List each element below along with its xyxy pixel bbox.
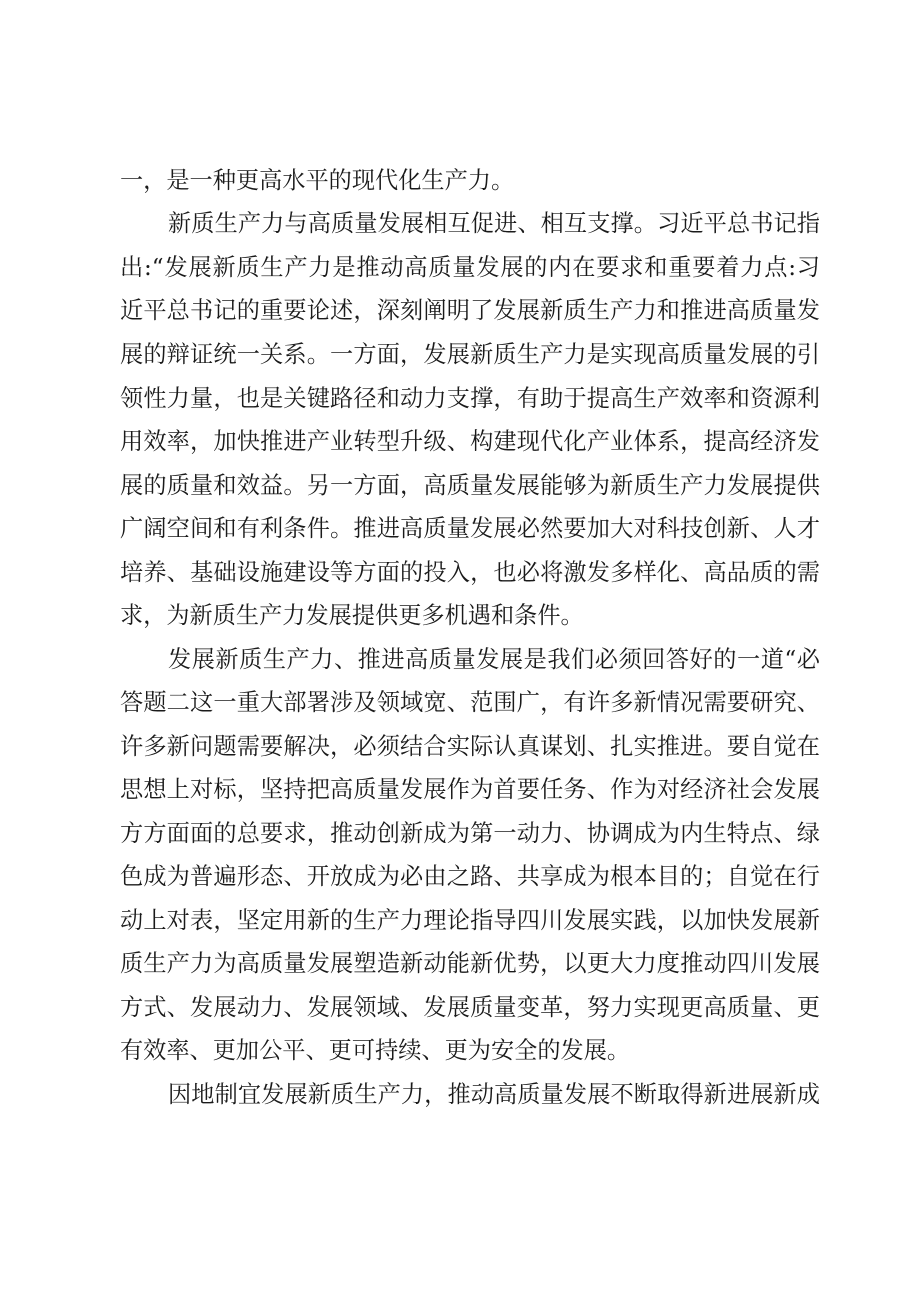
text-line: 近平总书记的重要论述，深刻阐明了发展新质生产力和推进高质量发: [120, 297, 820, 324]
text-line: 用效率，加快推进产业转型升级、构建现代化产业体系，提高经济发: [120, 428, 820, 455]
text-line: 求，为新质生产力发展提供更多机遇和条件。: [120, 602, 584, 629]
text-line: 方方面面的总要求，推动创新成为第一动力、协调成为内生特点、绿: [120, 820, 820, 847]
text-line: 答题二这一重大部署涉及领域宽、范围广，有许多新情况需要研究、: [120, 689, 820, 716]
text-line: 色成为普遍形态、开放成为必由之路、共享成为根本目的；自觉在行: [120, 863, 820, 890]
text-line: 广阔空间和有利条件。推进高质量发展必然要加大对科技创新、人才: [120, 515, 820, 542]
text-line: 方式、发展动力、发展领域、发展质量变革，努力实现更高质量、更: [120, 994, 820, 1021]
text-line: 一，是一种更高水平的现代化生产力。: [120, 167, 515, 194]
text-line: 出:“发展新质生产力是推动高质量发展的内在要求和重要着力点:习: [120, 254, 820, 281]
paragraph-first-line: 发展新质生产力、推进高质量发展是我们必须回答好的一道“必: [168, 646, 820, 673]
text-line: 思想上对标，坚持把高质量发展作为首要任务、作为对经济社会发展: [120, 776, 820, 803]
paragraph-first-line: 因地制宜发展新质生产力，推动高质量发展不断取得新进展新成: [168, 1081, 820, 1108]
text-line: 展的辩证统一关系。一方面，发展新质生产力是实现高质量发展的引: [120, 341, 820, 368]
text-line: 有效率、更加公平、更可持续、更为安全的发展。: [120, 1037, 631, 1064]
text-line: 展的质量和效益。另一方面，高质量发展能够为新质生产力发展提供: [120, 472, 820, 499]
text-line: 动上对表，坚定用新的生产力理论指导四川发展实践，以加快发展新: [120, 907, 820, 934]
paragraph-first-line: 新质生产力与高质量发展相互促进、相互支撑。习近平总书记指: [168, 210, 820, 237]
text-line: 质生产力为高质量发展塑造新动能新优势，以更大力度推动四川发展: [120, 950, 820, 977]
text-line: 许多新问题需要解决，必须结合实际认真谋划、扎实推进。要自觉在: [120, 733, 820, 760]
text-line: 领性力量，也是关键路径和动力支撑，有助于提高生产效率和资源利: [120, 385, 820, 412]
text-line: 培养、基础设施建设等方面的投入，也必将激发多样化、高品质的需: [120, 559, 820, 586]
